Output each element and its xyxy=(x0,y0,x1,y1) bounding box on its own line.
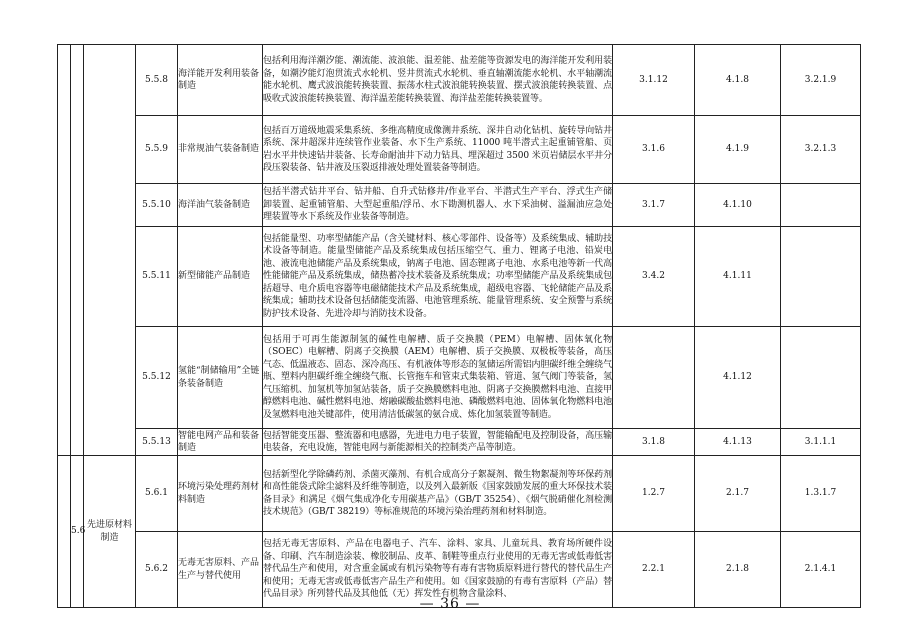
ref-col-1: 3.1.7 xyxy=(613,184,695,227)
item-description: 包括智能变压器、整流器和电感器，先进电力电子装置，智能输配电及控制设备，高压输电装备，充电设施，智能电网与新能源相关的控制类产品等制造。 xyxy=(263,429,613,456)
ref-col-1: 3.1.6 xyxy=(613,116,695,184)
ref-col-3: 1.3.1.7 xyxy=(781,456,861,532)
item-name: 新型储能产品制造 xyxy=(178,227,263,327)
group-code: 5.6 xyxy=(71,456,84,608)
table-row xyxy=(58,45,861,116)
ref-col-2: 4.1.13 xyxy=(695,429,781,456)
item-code: 5.5.12 xyxy=(136,327,178,429)
item-name: 无毒无害原料、产品生产与替代使用 xyxy=(178,532,263,608)
ref-col-2: 4.1.9 xyxy=(695,116,781,184)
ref-col-3 xyxy=(781,327,861,429)
item-code: 5.5.9 xyxy=(136,116,178,184)
ref-col-2: 4.1.11 xyxy=(695,227,781,327)
page-number: — 36 — xyxy=(419,596,481,612)
table-row xyxy=(58,456,861,532)
ref-col-3: 3.1.1.1 xyxy=(781,429,861,456)
table-row xyxy=(58,184,861,227)
item-name: 智能电网产品和装备制造 xyxy=(178,429,263,456)
item-name: 海洋油气装备制造 xyxy=(178,184,263,227)
ref-col-1: 3.1.8 xyxy=(613,429,695,456)
item-description: 包括能量型、功率型储能产品（含关键材料、核心零部件、设备等）及系统集成、辅助技术设备等制造。能量型储能产品及系统集成包括压缩空气、重力、锂离子电池、铅炭电池、液流电池储能产品及系统集成，钠离子电池、固态锂离子电池、水系电池等新一代高性能储能产品及系统集成，储热蓄冷技术装备及系统集成；功率型储能产品及系统集成包括超导、电介质电容器等电磁储能技术产品及系统集成，超级电容器、飞轮储能产品及系统集成；辅助技术设备包括储能变流器、电池管理系统、能量管理系统、安全预警与系统防护技术设备、先进冷却与消防技术设备。 xyxy=(263,227,613,327)
ref-col-3 xyxy=(781,184,861,227)
ref-col-2: 4.1.10 xyxy=(695,184,781,227)
item-name: 非常规油气装备制造 xyxy=(178,116,263,184)
item-description: 包括利用海洋潮汐能、潮流能、波浪能、温差能、盐差能等资源发电的海洋能开发利用装备，如潮汐能灯泡贯流式水轮机、竖井贯流式水轮机、垂直轴潮流能水轮机、水平轴潮流能水轮机、鹰式波浪能转换装置、振荡水柱式波浪能转换装置、摆式波浪能转换装置、点吸收式波浪能转换装置、海洋温差能转换装置、海洋盐差能转换装置等。 xyxy=(263,45,613,116)
group-name: 先进原材料制造 xyxy=(84,456,136,608)
item-code: 5.6.2 xyxy=(136,532,178,608)
item-description: 包括用于可再生能源制氢的碱性电解槽、质子交换膜（PEM）电解槽、固体氧化物（SOEC）电解槽、阴离子交换膜（AEM）电解槽、质子交换膜、双极板等装备，高压气态、低温液态、固态、深冷高压、有机液体等形态的氢储运所需铝内胆碳纤维全缠绕气瓶、塑料内胆碳纤维全缠绕气瓶、长管拖车和管束式集装箱、管道、氢气阀门等装备，氢气压缩机、加氢机等加氢站装备，质子交换膜燃料电池、阴离子交换膜燃料电池、直接甲醇燃料电池、碱性燃料电池、熔融碳酸盐燃料电池、磷酸燃料电池、固体氧化物燃料电池及氢燃料电池关键部件，使用清洁低碳氢的氨合成、炼化加氢装置等制造。 xyxy=(263,327,613,429)
ref-col-1: 3.1.12 xyxy=(613,45,695,116)
item-name: 海洋能开发利用装备制造 xyxy=(178,45,263,116)
ref-col-2: 4.1.8 xyxy=(695,45,781,116)
ref-col-1: 1.2.7 xyxy=(613,456,695,532)
item-description: 包括新型化学除磷药剂、杀菌灭藻剂、有机合成高分子絮凝剂、微生物絮凝剂等环保药剂和高性能袋式除尘滤料及纤维等制造，以及列入最新版《国家鼓励发展的重大环保技术装备目录》和满足《烟气集成净化专用碳基产品》（GB/T 35254）、《烟气脱硝催化剂检测技术规范》（GB/T 38219）等标准规范的环境污染治理药剂和材料制造。 xyxy=(263,456,613,532)
ref-col-1 xyxy=(613,327,695,429)
table-row xyxy=(58,429,861,456)
ref-col-3 xyxy=(781,227,861,327)
ref-col-2: 2.1.8 xyxy=(695,532,781,608)
table-row xyxy=(58,227,861,327)
group-cell-empty xyxy=(84,45,136,456)
ref-col-3: 2.1.4.1 xyxy=(781,532,861,608)
table-row xyxy=(58,116,861,184)
item-name: 氢能“制储输用”全链条装备制造 xyxy=(178,327,263,429)
ref-col-1: 3.4.2 xyxy=(613,227,695,327)
item-description: 包括半潜式钻井平台、钻井船、自升式钻修井/作业平台、半潜式生产平台、浮式生产储卸装置、起重铺管船、大型起重船/浮吊、水下勘测机器人、水下采油树、溢漏油应急处理装置等水下系统及作业装备等制造。 xyxy=(263,184,613,227)
item-code: 5.5.13 xyxy=(136,429,178,456)
item-description: 包括百万道级地震采集系统、多维高精度成像测井系统、深井自动化钻机、旋转导向钻井系统、深井超深井连续管作业装备、水下生产系统、11000 吨半潜式主起重铺管船、页岩水平井快速钻井装备、长寿命耐油井下动力钻具、埋深超过 3500 米页岩储层水平井分段压裂装备、钻井液及压裂返排液处理处置装备等制造。 xyxy=(263,116,613,184)
item-code: 5.6.1 xyxy=(136,456,178,532)
catalog-table xyxy=(57,44,861,608)
ref-col-2: 4.1.12 xyxy=(695,327,781,429)
item-description: 包括无毒无害原料、产品在电器电子、汽车、涂料、家具、儿童玩具、教育场所硬件设备、印刷、汽车制造涂装、橡胶制品、皮革、制鞋等重点行业使用的无毒无害或低毒低害替代品生产和使用，对含重金属或有机污染物等有毒有害物质原料进行替代的替代品生产和使用；无毒无害或低毒低害产品生产和使用。如《国家鼓励的有毒有害原料（产品）替代品目录》所列替代品及其他低（无）挥发性有机物含量涂料、 xyxy=(263,532,613,608)
ref-col-2: 2.1.7 xyxy=(695,456,781,532)
item-name: 环境污染处理药剂材料制造 xyxy=(178,456,263,532)
item-code: 5.5.10 xyxy=(136,184,178,227)
ref-col-3: 3.2.1.3 xyxy=(781,116,861,184)
ref-col-3: 3.2.1.9 xyxy=(781,45,861,116)
table-row xyxy=(58,327,861,429)
item-code: 5.5.11 xyxy=(136,227,178,327)
ref-col-1: 2.2.1 xyxy=(613,532,695,608)
item-code: 5.5.8 xyxy=(136,45,178,116)
